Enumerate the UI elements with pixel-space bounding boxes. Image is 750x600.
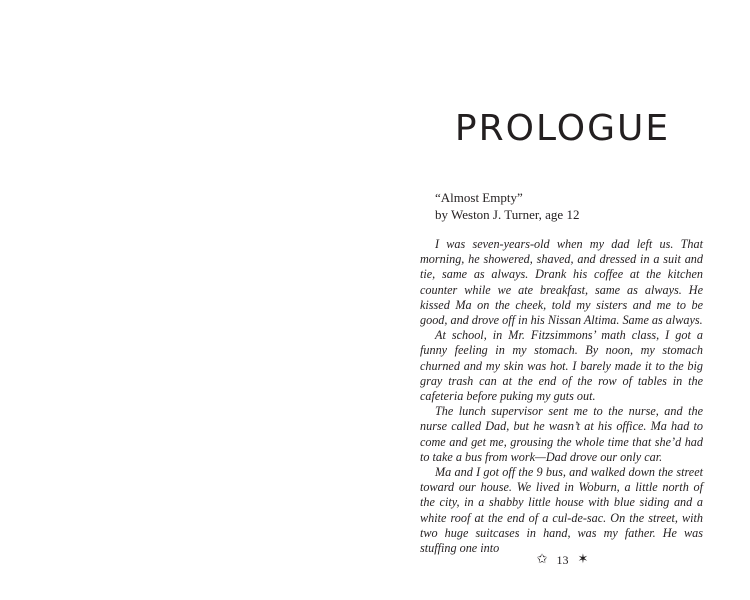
essay-byline: by Weston J. Turner, age 12 [435, 207, 580, 222]
body-text [420, 237, 703, 556]
chapter-title: PROLOGUE [454, 108, 671, 149]
essay-heading [435, 189, 695, 223]
page-footer [420, 550, 705, 569]
star-solid-icon: ✶ [577, 552, 589, 568]
paragraph: I was seven-years-old when my dad left us. That morning, he showered, shaved, and dressed in a suit and tie, same as always. Drank his coffee at the kitchen counter while we ate breakfast, same as always. He kissed Ma on the cheek, told my sisters and me to be good, and drove off in his Nissan Altima. Same as always. [420, 237, 703, 328]
paragraph: Ma and I got off the 9 bus, and walked down the street toward our house. We lived in Woburn, a little north of the city, in a shabby little house with blue siding and a white roof at the end of a cul-de-sac. On the street, with two huge suitcases in hand, was my father. He was stuffing one into [420, 465, 703, 556]
star-outline-icon: ✩ [536, 552, 548, 568]
essay-title: “Almost Empty” [435, 190, 523, 205]
right-page [375, 0, 750, 600]
paragraph: The lunch supervisor sent me to the nurse, and the nurse called Dad, but he wasn’t at his office. Ma had to come and get me, grousing the whole time that she’d had to take a bus from work—Dad drove our only car. [420, 404, 703, 464]
page-number: 13 [556, 553, 569, 568]
paragraph: At school, in Mr. Fitzsimmons’ math class, I got a funny feeling in my stomach. By noon, my stomach churned and my skin was hot. I barely made it to the big gray trash can at the end of the row of tables in the cafeteria before puking my guts out. [420, 328, 703, 404]
